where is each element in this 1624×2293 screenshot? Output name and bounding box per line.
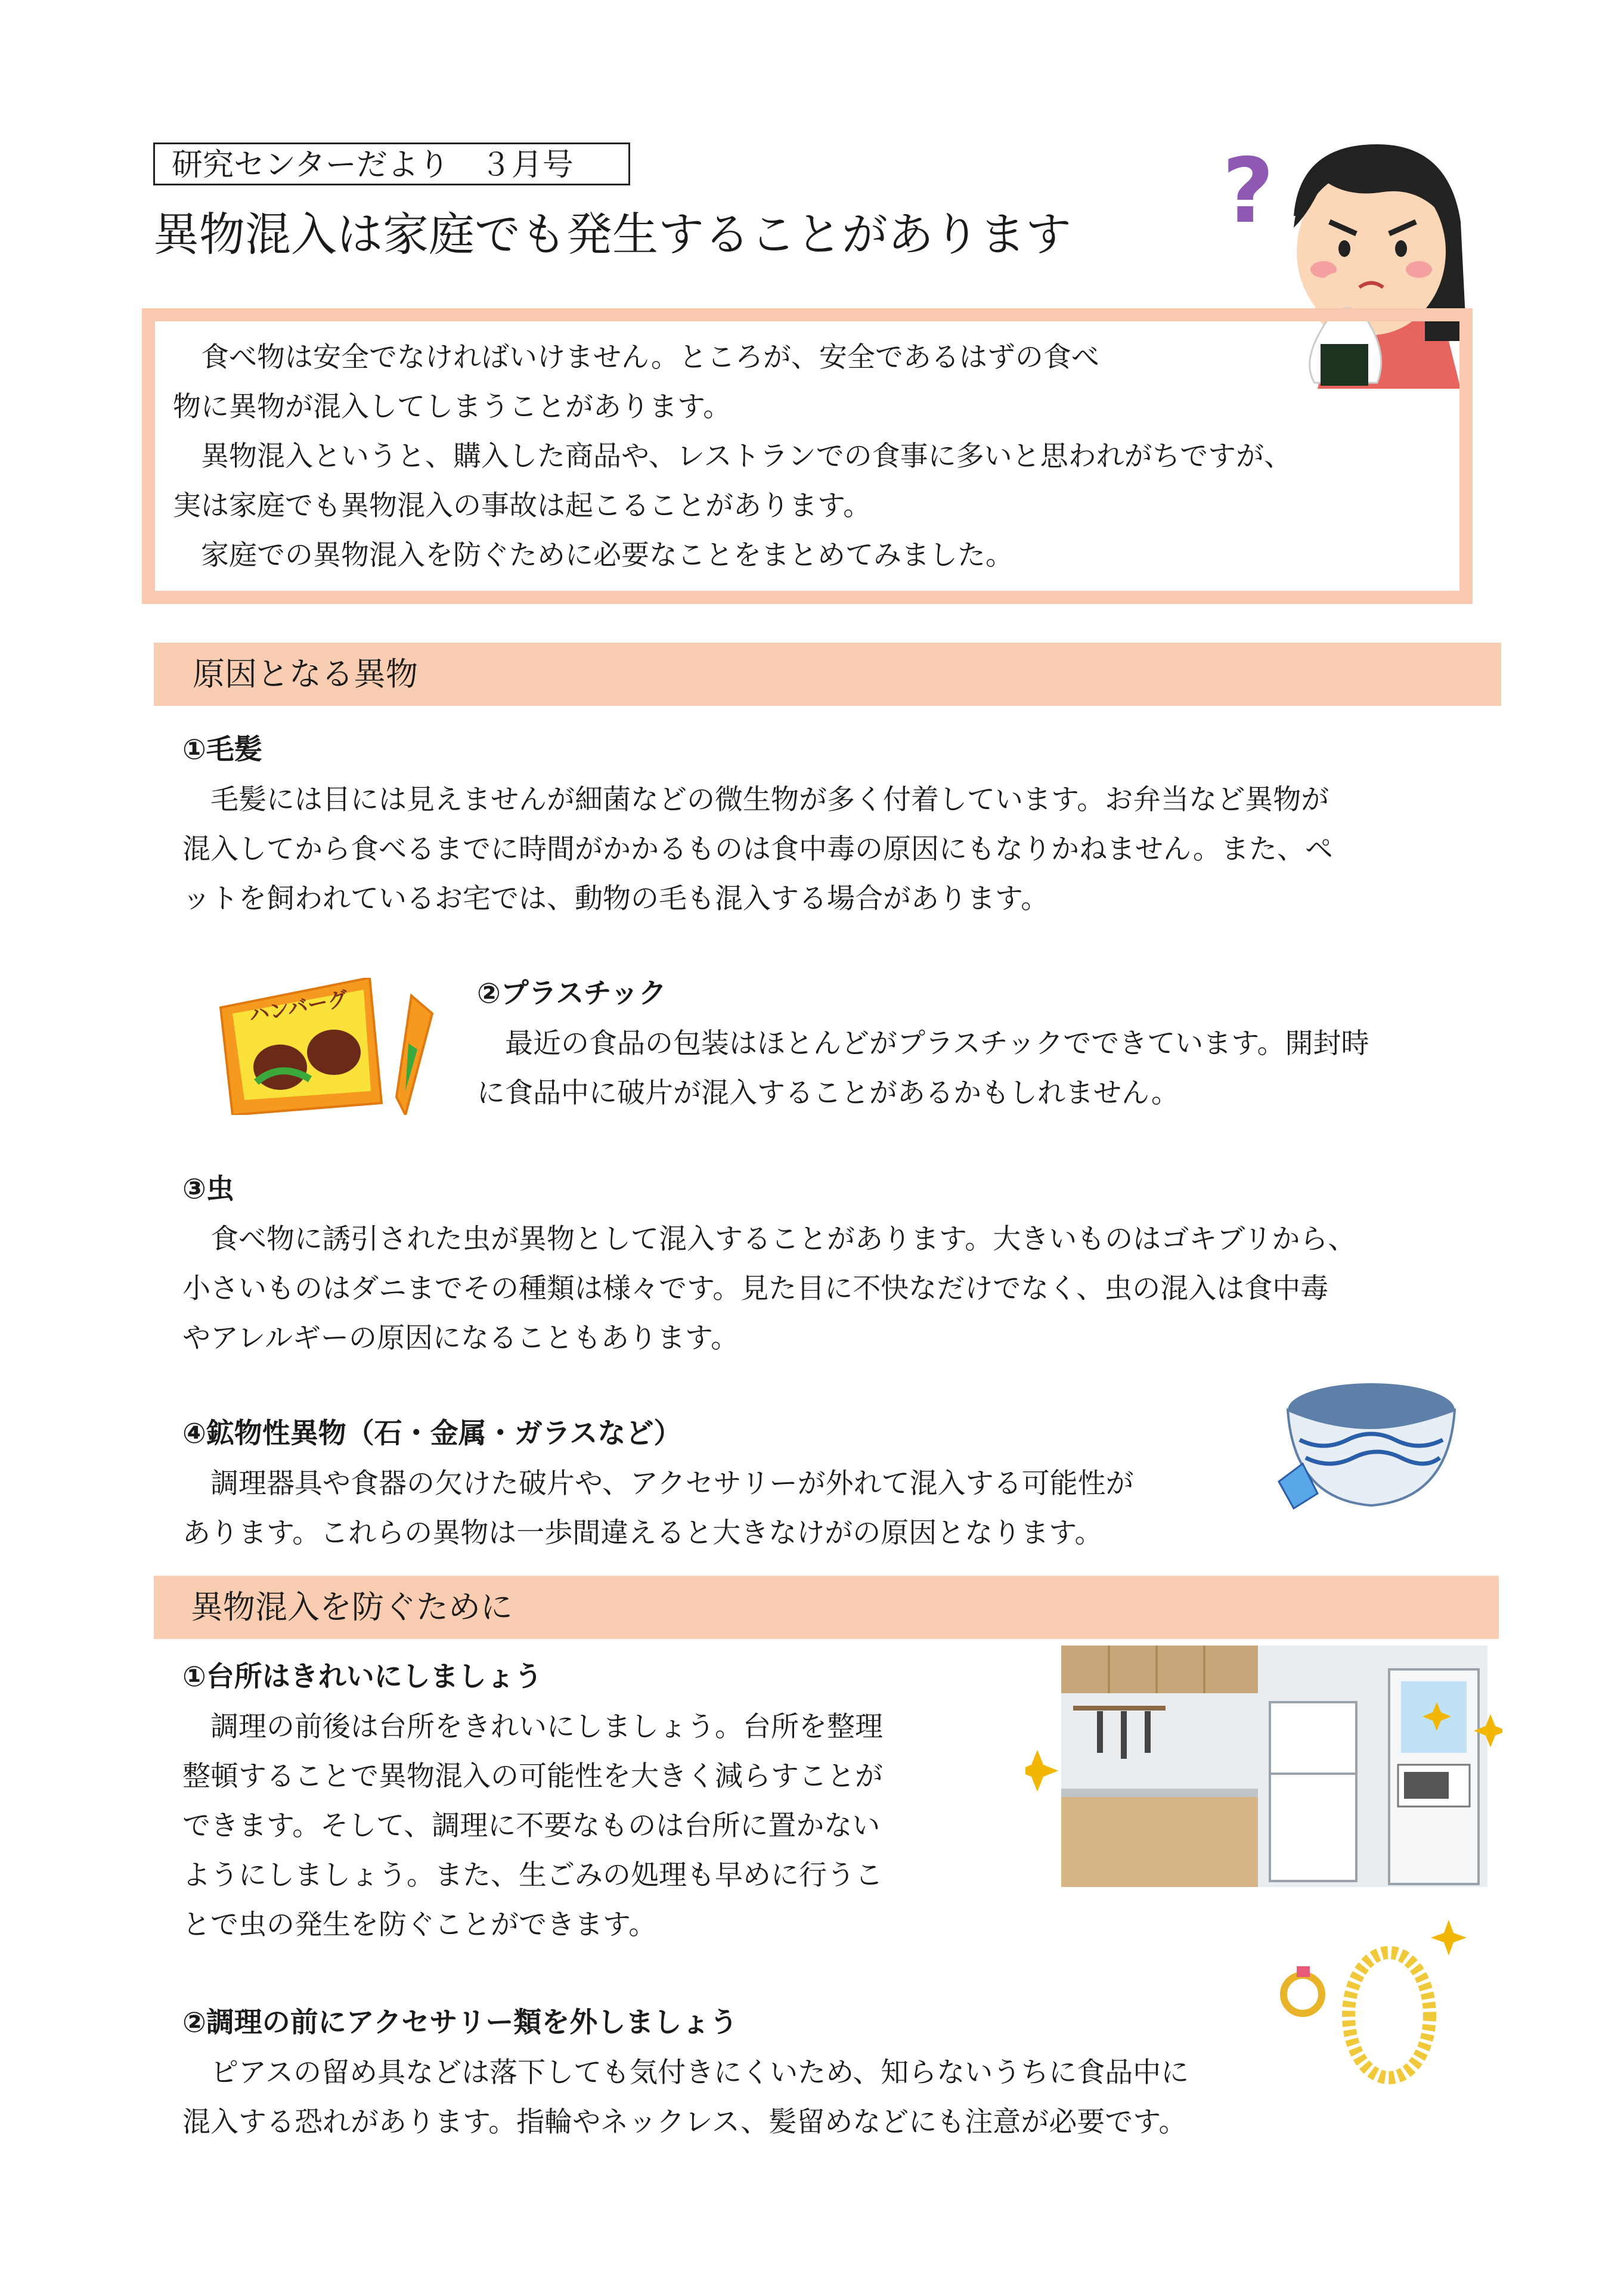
body-line: やアレルギーの原因になることもあります。	[182, 1322, 739, 1355]
hair-heading: ①毛髪	[182, 733, 262, 766]
body-line: 毛髪には目には見えませんが細菌などの微生物が多く付着しています。お弁当など異物が	[210, 783, 1329, 816]
intro-text	[173, 333, 1292, 580]
bug-body	[182, 1214, 1356, 1363]
question-mark-icon: ?	[1222, 140, 1275, 243]
intro-line: 物に異物が混入してしまうことがあります。	[173, 391, 732, 423]
body-line: 最近の食品の包装はほとんどがプラスチックでできています。開封時	[505, 1027, 1369, 1060]
sparkle-icon	[1431, 1920, 1467, 1956]
section-heading-prevention: 異物混入を防ぐために	[154, 1576, 1499, 1639]
body-line: あります。これらの異物は一歩間違えると大きなけがの原因となります。	[182, 1517, 1103, 1550]
body-line: ットを飼われているお宅では、動物の毛も混入する場合があります。	[182, 882, 1049, 915]
body-line: ようにしましょう。また、生ごみの処理も早めに行うこ	[182, 1859, 883, 1892]
accessory-heading: ②調理の前にアクセサリー類を外しましょう	[182, 2006, 738, 2039]
body-line: とで虫の発生を防ぐことができます。	[182, 1908, 657, 1941]
package-label: ハンバーグ	[247, 987, 350, 1028]
body-line: ピアスの留め具などは落下しても気付きにくいため、知らないうちに食品中に	[210, 2056, 1189, 2089]
intro-line: 実は家庭でも異物混入の事故は起こることがあります。	[173, 489, 872, 522]
kitchen-body	[182, 1702, 883, 1950]
necklace-icon	[1349, 1953, 1430, 2078]
hamburger-package-illustration	[209, 978, 453, 1115]
body-line: 食べ物に誘引された虫が異物として混入することがあります。大きいものはゴキブリから、	[210, 1223, 1356, 1256]
plastic-body	[477, 1019, 1369, 1118]
kitchen-heading: ①台所はきれいにしましょう	[182, 1660, 543, 1693]
bug-heading: ③虫	[182, 1173, 234, 1206]
accessory-body	[182, 2048, 1189, 2147]
sparkle-icon	[1025, 1750, 1058, 1792]
chipped-bowl-illustration	[1276, 1374, 1461, 1517]
clean-kitchen-illustration	[1025, 1646, 1502, 1896]
body-line: に食品中に破片が混入することがあるかもしれません。	[477, 1077, 1179, 1110]
mineral-heading: ④鉱物性異物（石・金属・ガラスなど）	[182, 1417, 682, 1450]
body-line: 整頓することで異物混入の可能性を大きく減らすことが	[182, 1760, 883, 1793]
jewelry-illustration	[1270, 1914, 1484, 2093]
hair-body	[182, 775, 1333, 924]
body-line: 調理器具や食器の欠けた破片や、アクセサリーが外れて混入する可能性が	[210, 1467, 1134, 1500]
body-line: できます。そして、調理に不要なものは台所に置かない	[182, 1809, 881, 1842]
body-line: 混入してから食べるまでに時間がかかるものは食中毒の原因にもなりかねません。また、ペ	[182, 833, 1333, 866]
plastic-heading: ②プラスチック	[477, 977, 667, 1010]
body-line: 小さいものはダニまでその種類は様々です。見た目に不快なだけでなく、虫の混入は食中毒	[182, 1272, 1329, 1305]
intro-line: 異物混入というと、購入した商品や、レストランでの食事に多いと思われがちですが、	[201, 440, 1293, 473]
body-line: 調理の前後は台所をきれいにしましょう。台所を整理	[210, 1711, 883, 1743]
page-title: 異物混入は家庭でも発生することがあります	[153, 209, 1071, 262]
body-line: 混入する恐れがあります。指輪やネックレス、髪留めなどにも注意が必要です。	[182, 2106, 1187, 2139]
ring-icon	[1284, 1975, 1322, 2013]
intro-line: 食べ物は安全でなければいけません。ところが、安全であるはずの食べ	[201, 341, 1099, 374]
section-heading-causes: 原因となる異物	[154, 643, 1501, 706]
mineral-body	[182, 1459, 1134, 1558]
intro-line: 家庭での異物混入を防ぐために必要なことをまとめてみました。	[201, 539, 1014, 572]
newsletter-tag: 研究センターだより ３月号	[153, 142, 630, 185]
